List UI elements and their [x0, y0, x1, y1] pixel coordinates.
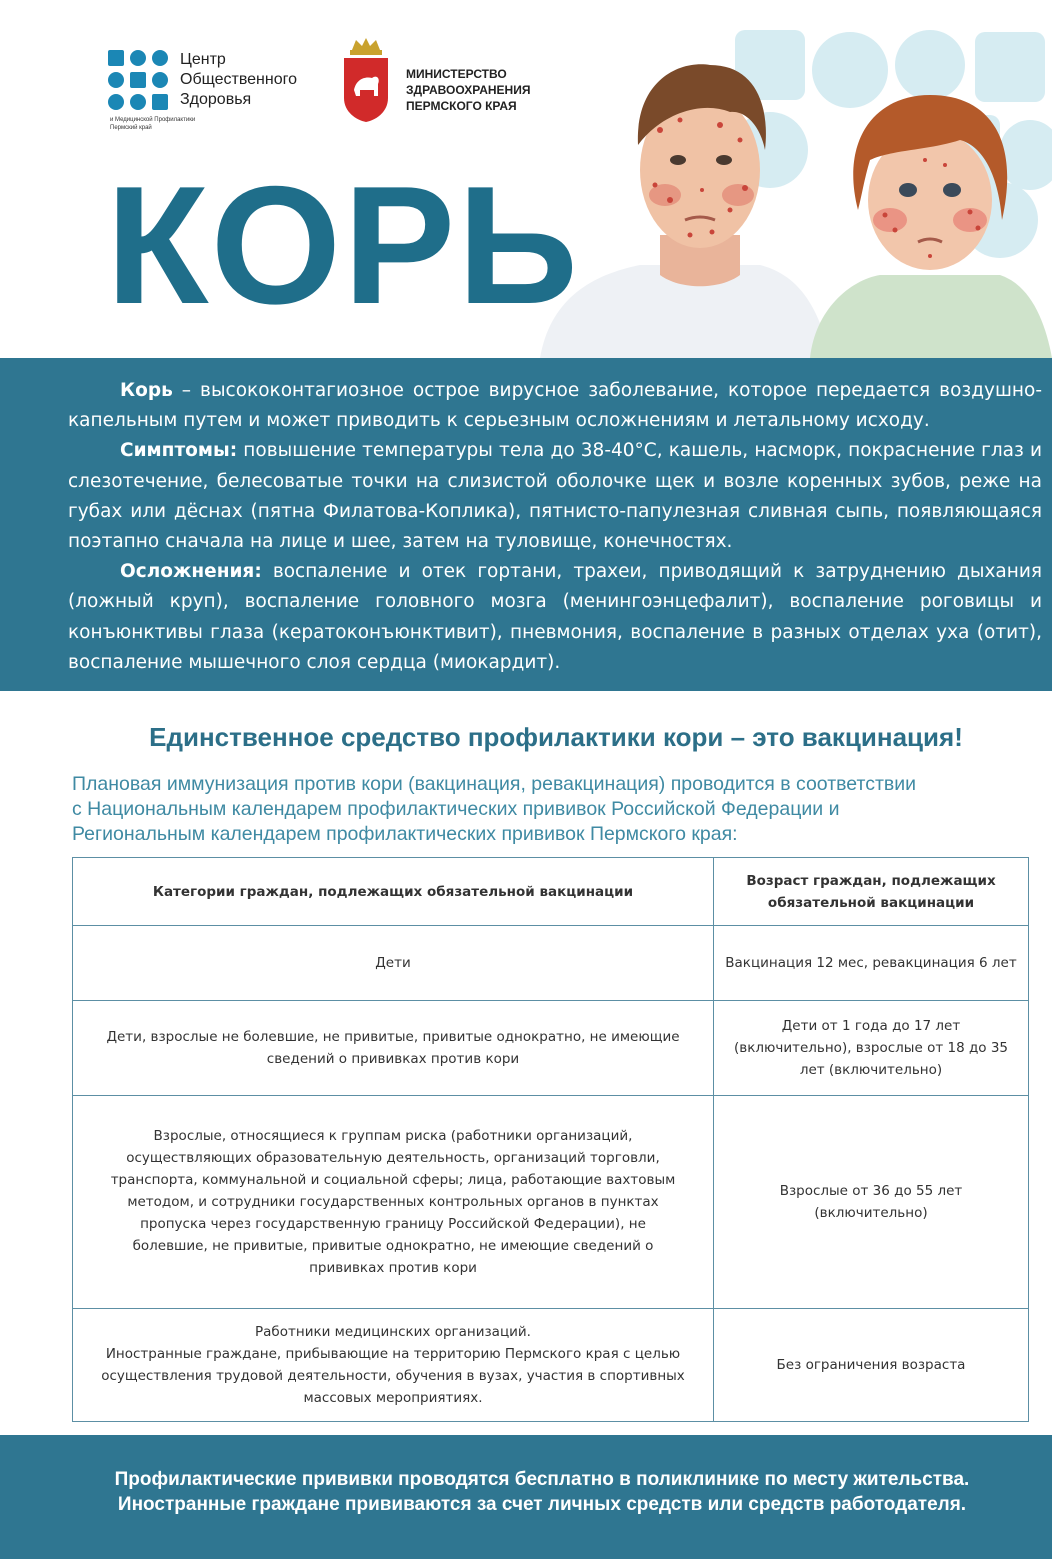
perm-krai-crest-icon	[342, 36, 390, 122]
disease-info-text	[68, 376, 1042, 678]
table-row	[73, 1096, 1029, 1309]
measles-patients-illustration	[530, 20, 1052, 358]
czo-logo-icon	[108, 50, 168, 110]
age-cell: Без ограничения возраста	[714, 1309, 1029, 1422]
footer-band	[0, 1435, 1052, 1559]
age-cell: Вакцинация 12 мес, ревакцинация 6 лет	[714, 926, 1029, 1001]
vaccination-intro: Плановая иммунизация против кори (вакцинация, ревакцинация) проводится в соответствии с Национальным календарем профилактических прививок Российской Федерации и Региональным календарем профилактических прививок Пермского края:	[72, 773, 917, 845]
definition-paragraph: Корь – высококонтагиозное острое вирусное заболевание, которое передается воздушно-капельным путем и может приводить к серьезным осложнениям и летальному исходу.	[68, 380, 1042, 432]
category-cell: Взрослые, относящиеся к группам риска (работники организаций, осуществляющих образовательную деятельность, организаций торговли, транспорта, коммунальной и социальной сферы; лица, работающие вахтовым методом, и сотрудники государственных контрольных органов в пунктах пропуска через государственную границу Российской Федерации), не болевшие, не привитые, привитые однократно, не имеющие сведений о прививках против кори	[73, 1096, 714, 1309]
table-row	[73, 926, 1029, 1001]
vaccination-schedule-table	[72, 857, 1029, 1422]
complications-paragraph: Осложнения: воспаление и отек гортани, трахеи, приводящий к затруднению дыхания (ложный круп), воспаление головного мозга (менингоэнцефалит), воспаление роговицы и конъюнктивы глаза (кератоконъюнктивит), пневмония, воспаление в разных отделах уха (отит), воспаление мышечного слоя сердца (миокардит).	[68, 561, 1042, 673]
age-cell: Взрослые от 36 до 55 лет (включительно)	[714, 1096, 1029, 1309]
category-cell: Дети	[73, 926, 714, 1001]
table-header-row	[73, 858, 1029, 926]
category-cell: Работники медицинских организаций. Иностранные граждане, прибывающие на территорию Пермского края с целью осуществления трудовой деятельности, обучения в вузах, участия в спортивных массовых мероприятиях.	[73, 1309, 714, 1422]
man-figure	[540, 64, 830, 358]
vaccination-heading: Единственное средство профилактики кори – это вакцинация!	[149, 722, 963, 752]
table-row	[73, 1001, 1029, 1096]
age-cell: Дети от 1 года до 17 лет (включительно), взрослые от 18 до 35 лет (включительно)	[714, 1001, 1029, 1096]
column-header-age: Возраст граждан, подлежащих обязательной вакцинации	[714, 858, 1029, 926]
disease-info-band	[0, 358, 1052, 691]
table-row	[73, 1309, 1029, 1422]
ministry-logo-text: МИНИСТЕРСТВО ЗДРАВООХРАНЕНИЯ ПЕРМСКОГО КРАЯ	[406, 67, 531, 113]
poster-header	[0, 0, 1052, 358]
czo-logo-subtitle: и Медицинской Профилактики Пермский край	[110, 117, 196, 131]
column-header-category: Категории граждан, подлежащих обязательной вакцинации	[73, 858, 714, 926]
footer-text: Профилактические прививки проводятся бесплатно в поликлинике по месту жительства. Иностранные граждане прививаются за счет личных средств или средств работодателя.	[114, 1469, 970, 1515]
symptoms-paragraph: Симптомы: повышение температуры тела до 38-40°С, кашель, насморк, покраснение глаз и слезотечение, белесоватые точки на слизистой оболочке щек и возле коренных зубов, реже на губах или дёснах (пятна Филатова-Коплика), пятнисто-папулезная сливная сыпь, появляющаяся поэтапно сначала на лице и шее, затем на туловище, конечностях.	[68, 440, 1042, 553]
category-cell: Дети, взрослые не болевшие, не привитые, привитые однократно, не имеющие сведений о прививках против кори	[73, 1001, 714, 1096]
czo-logo-text: Центр Общественного Здоровья	[180, 51, 297, 108]
page-title: КОРЬ	[106, 151, 581, 339]
